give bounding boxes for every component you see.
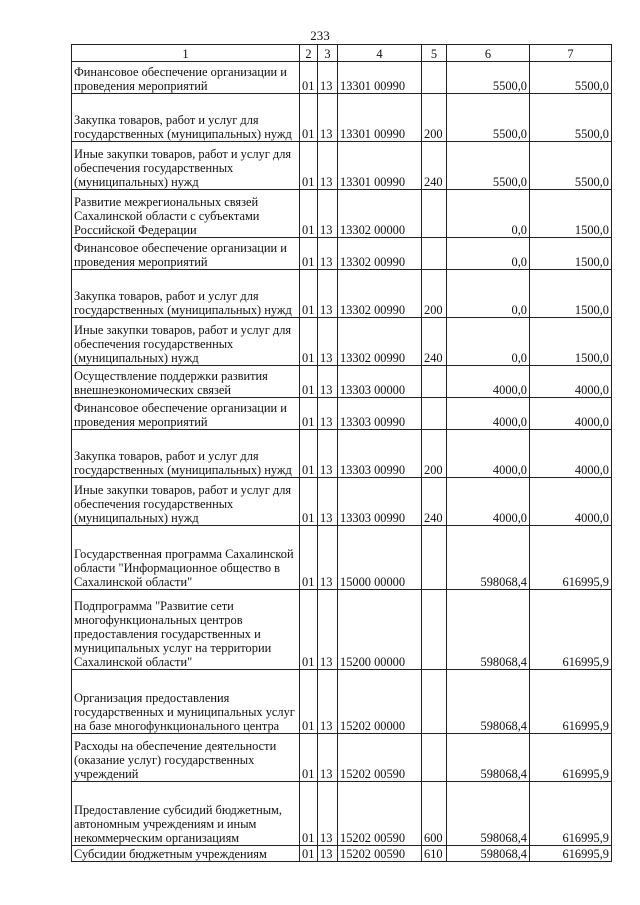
row-subsection: 13 <box>318 670 338 734</box>
row-amount-year-2: 616995,9 <box>530 526 612 590</box>
row-section: 01 <box>300 846 318 862</box>
table-row <box>72 526 612 590</box>
row-name: Предоставление субсидий бюджетным, автономным учреждениям и иным некоммерческим организациям <box>72 782 300 846</box>
row-section: 01 <box>300 478 318 526</box>
table-row <box>72 366 612 398</box>
row-amount-year-2: 1500,0 <box>530 270 612 318</box>
table-row <box>72 270 612 318</box>
row-subsection: 13 <box>318 62 338 94</box>
row-name: Субсидии бюджетным учреждениям <box>72 846 300 862</box>
row-name: Финансовое обеспечение организации и проведения мероприятий <box>72 238 300 270</box>
row-amount-year-2: 616995,9 <box>530 734 612 782</box>
row-target-article: 13301 00990 <box>338 62 422 94</box>
row-name: Расходы на обеспечение деятельности (оказание услуг) государственных учреждений <box>72 734 300 782</box>
row-subsection: 13 <box>318 398 338 430</box>
row-subsection: 13 <box>318 590 338 670</box>
table-header <box>72 45 612 62</box>
row-expense-type <box>422 366 447 398</box>
row-section: 01 <box>300 94 318 142</box>
row-expense-type: 200 <box>422 430 447 478</box>
table-row <box>72 734 612 782</box>
row-amount-year-1: 5500,0 <box>447 142 530 190</box>
row-amount-year-1: 4000,0 <box>447 430 530 478</box>
row-amount-year-2: 4000,0 <box>530 478 612 526</box>
table-body <box>72 62 612 862</box>
row-section: 01 <box>300 270 318 318</box>
row-section: 01 <box>300 526 318 590</box>
row-subsection: 13 <box>318 846 338 862</box>
row-name: Финансовое обеспечение организации и проведения мероприятий <box>72 398 300 430</box>
row-expense-type <box>422 526 447 590</box>
table-row <box>72 62 612 94</box>
row-name: Закупка товаров, работ и услуг для государственных (муниципальных) нужд <box>72 94 300 142</box>
row-expense-type: 240 <box>422 318 447 366</box>
header-col-3: 3 <box>318 45 338 62</box>
page-number: 233 <box>310 28 330 43</box>
row-subsection: 13 <box>318 366 338 398</box>
row-expense-type <box>422 670 447 734</box>
row-amount-year-1: 598068,4 <box>447 526 530 590</box>
row-amount-year-2: 5500,0 <box>530 62 612 94</box>
table-row <box>72 478 612 526</box>
header-col-1: 1 <box>72 45 300 62</box>
row-subsection: 13 <box>318 142 338 190</box>
row-subsection: 13 <box>318 478 338 526</box>
row-subsection: 13 <box>318 94 338 142</box>
row-section: 01 <box>300 62 318 94</box>
header-col-5: 5 <box>422 45 447 62</box>
row-name: Финансовое обеспечение организации и проведения мероприятий <box>72 62 300 94</box>
row-expense-type <box>422 590 447 670</box>
row-expense-type <box>422 398 447 430</box>
row-name: Закупка товаров, работ и услуг для государственных (муниципальных) нужд <box>72 270 300 318</box>
row-amount-year-2: 616995,9 <box>530 590 612 670</box>
row-amount-year-1: 0,0 <box>447 270 530 318</box>
row-expense-type: 240 <box>422 142 447 190</box>
row-section: 01 <box>300 670 318 734</box>
row-target-article: 13301 00990 <box>338 142 422 190</box>
header-col-4: 4 <box>338 45 422 62</box>
row-amount-year-2: 4000,0 <box>530 430 612 478</box>
row-target-article: 15202 00590 <box>338 734 422 782</box>
row-name: Организация предоставления государственных и муниципальных услуг на базе многофункционального центра <box>72 670 300 734</box>
row-target-article: 15200 00000 <box>338 590 422 670</box>
row-amount-year-1: 598068,4 <box>447 734 530 782</box>
row-name: Осуществление поддержки развития внешнеэкономических связей <box>72 366 300 398</box>
row-amount-year-2: 616995,9 <box>530 846 612 862</box>
row-target-article: 15202 00590 <box>338 846 422 862</box>
row-section: 01 <box>300 238 318 270</box>
table-row <box>72 590 612 670</box>
row-amount-year-1: 5500,0 <box>447 62 530 94</box>
row-subsection: 13 <box>318 734 338 782</box>
row-amount-year-1: 598068,4 <box>447 590 530 670</box>
header-col-2: 2 <box>300 45 318 62</box>
row-target-article: 13301 00990 <box>338 94 422 142</box>
row-target-article: 13303 00990 <box>338 478 422 526</box>
row-expense-type: 240 <box>422 478 447 526</box>
row-amount-year-2: 4000,0 <box>530 398 612 430</box>
row-subsection: 13 <box>318 190 338 238</box>
row-target-article: 13303 00990 <box>338 430 422 478</box>
budget-table <box>71 44 612 862</box>
row-subsection: 13 <box>318 430 338 478</box>
row-amount-year-1: 598068,4 <box>447 670 530 734</box>
table-row <box>72 782 612 846</box>
row-expense-type: 200 <box>422 94 447 142</box>
table-row <box>72 670 612 734</box>
row-name: Иные закупки товаров, работ и услуг для обеспечения государственных (муниципальных) нужд <box>72 318 300 366</box>
table-row <box>72 318 612 366</box>
row-section: 01 <box>300 782 318 846</box>
row-amount-year-1: 0,0 <box>447 318 530 366</box>
table-row <box>72 846 612 862</box>
row-amount-year-2: 4000,0 <box>530 366 612 398</box>
row-amount-year-1: 5500,0 <box>447 94 530 142</box>
row-target-article: 15202 00000 <box>338 670 422 734</box>
row-section: 01 <box>300 366 318 398</box>
header-col-6: 6 <box>447 45 530 62</box>
row-section: 01 <box>300 590 318 670</box>
row-name: Развитие межрегиональных связей Сахалинской области с субъектами Российской Федерации <box>72 190 300 238</box>
table-row <box>72 94 612 142</box>
row-amount-year-1: 4000,0 <box>447 398 530 430</box>
row-name: Государственная программа Сахалинской области "Информационное общество в Сахалинской области" <box>72 526 300 590</box>
row-amount-year-2: 5500,0 <box>530 94 612 142</box>
row-target-article: 13302 00990 <box>338 238 422 270</box>
row-subsection: 13 <box>318 238 338 270</box>
row-amount-year-2: 1500,0 <box>530 238 612 270</box>
table-row <box>72 238 612 270</box>
row-amount-year-2: 1500,0 <box>530 318 612 366</box>
table-row <box>72 398 612 430</box>
row-expense-type <box>422 734 447 782</box>
table-row <box>72 142 612 190</box>
row-target-article: 13303 00000 <box>338 366 422 398</box>
row-target-article: 15000 00000 <box>338 526 422 590</box>
table-row <box>72 430 612 478</box>
row-target-article: 13303 00990 <box>338 398 422 430</box>
row-section: 01 <box>300 142 318 190</box>
row-amount-year-1: 4000,0 <box>447 366 530 398</box>
row-expense-type: 200 <box>422 270 447 318</box>
row-amount-year-1: 0,0 <box>447 238 530 270</box>
row-target-article: 13302 00990 <box>338 318 422 366</box>
row-section: 01 <box>300 318 318 366</box>
row-amount-year-1: 598068,4 <box>447 846 530 862</box>
row-subsection: 13 <box>318 318 338 366</box>
row-expense-type <box>422 238 447 270</box>
row-target-article: 13302 00000 <box>338 190 422 238</box>
row-section: 01 <box>300 398 318 430</box>
row-amount-year-2: 616995,9 <box>530 670 612 734</box>
row-amount-year-2: 5500,0 <box>530 142 612 190</box>
row-expense-type: 600 <box>422 782 447 846</box>
row-name: Иные закупки товаров, работ и услуг для обеспечения государственных (муниципальных) нужд <box>72 142 300 190</box>
row-expense-type: 610 <box>422 846 447 862</box>
row-subsection: 13 <box>318 782 338 846</box>
row-amount-year-2: 1500,0 <box>530 190 612 238</box>
header-col-7: 7 <box>530 45 612 62</box>
row-subsection: 13 <box>318 526 338 590</box>
row-subsection: 13 <box>318 270 338 318</box>
row-amount-year-1: 598068,4 <box>447 782 530 846</box>
row-amount-year-2: 616995,9 <box>530 782 612 846</box>
row-section: 01 <box>300 430 318 478</box>
row-expense-type <box>422 62 447 94</box>
row-name: Иные закупки товаров, работ и услуг для обеспечения государственных (муниципальных) нужд <box>72 478 300 526</box>
row-section: 01 <box>300 734 318 782</box>
row-expense-type <box>422 190 447 238</box>
row-target-article: 13302 00990 <box>338 270 422 318</box>
row-name: Закупка товаров, работ и услуг для государственных (муниципальных) нужд <box>72 430 300 478</box>
row-amount-year-1: 4000,0 <box>447 478 530 526</box>
row-name: Подпрограмма "Развитие сети многофункциональных центров предоставления государственных и муниципальных услуг на территории Сахалинской области" <box>72 590 300 670</box>
row-section: 01 <box>300 190 318 238</box>
row-target-article: 15202 00590 <box>338 782 422 846</box>
table-row <box>72 190 612 238</box>
row-amount-year-1: 0,0 <box>447 190 530 238</box>
